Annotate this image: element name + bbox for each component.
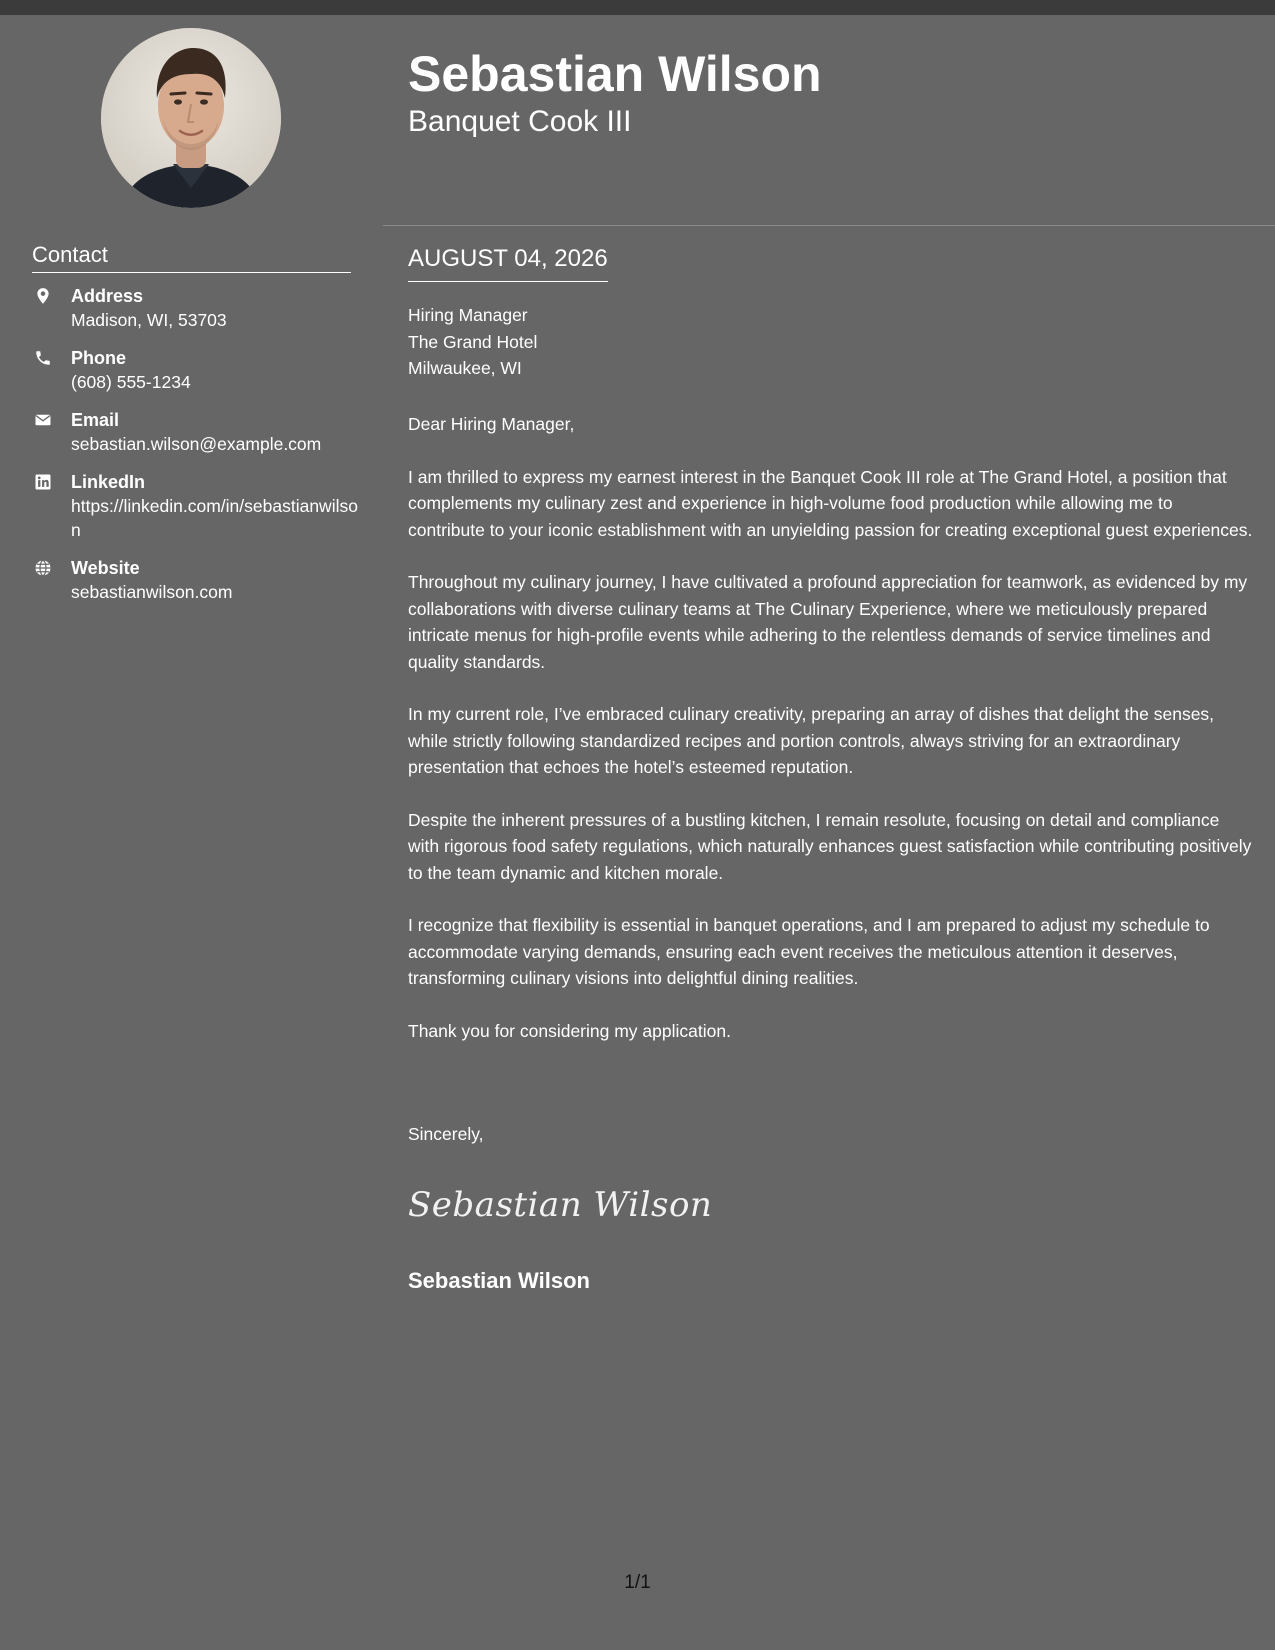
linkedin-icon	[34, 473, 52, 491]
contact-address	[32, 284, 362, 332]
contact-address-value: Madison, WI, 53703	[71, 310, 227, 330]
body-paragraph: I am thrilled to express my earnest interest in the Banquet Cook III role at The Grand Hotel, a position that complements my culinary zest and experience in high-volume food production while allowing me to contribute to your iconic establishment with an unyielding passion for creating exceptional guest experiences.	[408, 466, 1253, 540]
recipient-block	[408, 302, 537, 382]
salutation: Dear Hiring Manager,	[408, 414, 575, 434]
body-paragraph: Throughout my culinary journey, I have cultivated a profound appreciation for teamwork, as evidenced by my collaborations with diverse culinary teams at The Culinary Experience, where we meticulously prepared intricate menus for high-profile events while adhering to the relentless demands of service timelines and quality standards.	[408, 572, 1248, 672]
body-paragraph: I recognize that flexibility is essential in banquet operations, and I am prepared to adjust my schedule to accommodate varying demands, ensuring each event receives the meticulous attention it deserves, transforming culinary visions into delightful dining realities.	[408, 915, 1210, 988]
globe-icon	[34, 559, 52, 577]
signature: Sebastian Wilson	[408, 1185, 713, 1225]
contact-email	[32, 408, 362, 456]
contact-heading: Contact	[32, 240, 351, 273]
contact-website-value[interactable]: sebastianwilson.com	[71, 582, 233, 602]
map-pin-icon	[34, 287, 52, 305]
contact-website-label: Website	[71, 558, 140, 578]
contact-phone	[32, 346, 362, 394]
body-paragraph: Thank you for considering my application.	[408, 1020, 731, 1041]
contact-address-label: Address	[71, 286, 144, 306]
contact-email-value[interactable]: sebastian.wilson@example.com	[71, 434, 322, 454]
body-paragraph: In my current role, I’ve embraced culinary creativity, preparing an array of dishes that delight the senses, while strictly following standardized recipes and portion controls, always striving for an extraordinary presentation that echoes the hotel’s esteemed reputation.	[408, 704, 1215, 777]
top-bar	[0, 0, 1275, 15]
job-title: Banquet Cook III	[408, 105, 632, 138]
phone-icon	[34, 349, 52, 367]
letter-date: AUGUST 04, 2026	[408, 243, 608, 282]
page-number: 1/1	[624, 1572, 651, 1593]
candidate-name: Sebastian Wilson	[408, 46, 822, 102]
contact-website	[32, 556, 362, 604]
contact-linkedin	[32, 470, 362, 542]
signed-name: Sebastian Wilson	[408, 1268, 590, 1293]
body-paragraph: Despite the inherent pressures of a bustling kitchen, I remain resolute, focusing on detail and compliance with rigorous food safety regulations, which naturally enhances guest satisfaction while contributing positively to the team dynamic and kitchen morale.	[408, 809, 1252, 883]
contact-phone-label: Phone	[71, 348, 127, 368]
letter-body	[408, 411, 1253, 1070]
portrait-image	[101, 28, 281, 208]
avatar	[101, 28, 281, 208]
contact-list	[32, 284, 362, 618]
envelope-icon	[34, 411, 52, 429]
contact-email-label: Email	[71, 410, 120, 430]
contact-linkedin-value[interactable]: https://linkedin.com/in/sebastianwilson	[71, 496, 358, 540]
closing: Sincerely,	[408, 1124, 484, 1144]
header-divider	[383, 225, 1275, 226]
recipient-name: Hiring Manager	[408, 305, 528, 325]
contact-phone-value: (608) 555-1234	[71, 372, 191, 392]
contact-linkedin-label: LinkedIn	[71, 472, 146, 492]
recipient-location: Milwaukee, WI	[408, 358, 522, 378]
recipient-company: The Grand Hotel	[408, 331, 538, 352]
